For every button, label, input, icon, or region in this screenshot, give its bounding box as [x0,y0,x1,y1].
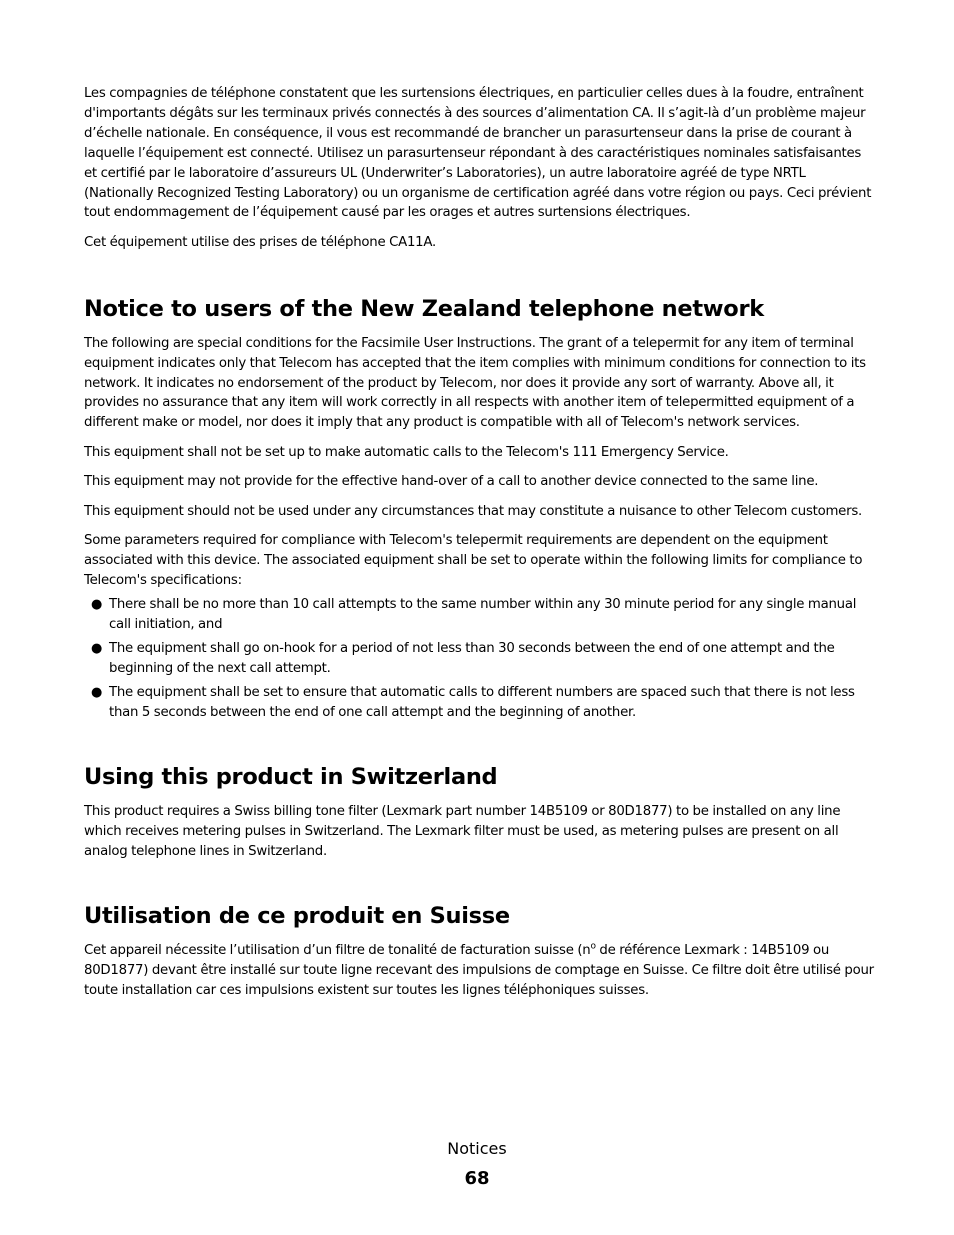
list-item [84,639,874,679]
heading-new-zealand: Notice to users of the New Zealand telephone network [84,295,764,322]
intro-paragraph-surge: Les compagnies de téléphone constatent que les surtensions électriques, en particulier celles dues à la foudre, entraînent d'importants dégâts sur les terminaux privés connectés à des sources d’alimentation CA. Il s’agit-là d’un problème majeur d’échelle nationale. En conséquence, il vous est recommandé de brancher un parasurtenseur dans la prise de courant à laquelle l’équipement est connecté. Utilisez un parasurtenseur répondant à des caractéristiques nominales satisfaisantes et certifié par le laboratoire d’assureurs UL (Underwriter’s Laboratories), un autre laboratoire agréé de type NRTL (Nationally Recognized Testing Laboratory) ou un organisme de certification agréé dans votre région ou pays. Ceci prévient tout endommagement de l’équipement causé par les orages et autres surtensions électriques. [84,86,872,221]
nz-paragraph-emergency: This equipment shall not be set up to make automatic calls to the Telecom's 111 Emergency Service. [84,444,729,460]
ch-paragraph-filter: This product requires a Swiss billing tone filter (Lexmark part number 14B5109 or 80D1877) to be installed on any line which receives metering pulses in Switzerland. The Lexmark filter must be used, as metering pulses are present on all analog telephone lines in Switzerland. [84,804,841,859]
list-item [84,595,874,635]
heading-switzerland-fr: Utilisation de ce produit en Suisse [84,902,510,929]
footer-page-number: 68 [464,1168,490,1189]
intro-paragraph-jacks: Cet équipement utilise des prises de téléphone CA11A. [84,234,436,250]
fr-text-part-2: de référence Lexmark : 14B5109 ou 80D1877) devant être installé sur toute ligne recevant des impulsions de comptage en Suisse. Ce filtre doit être utilisé pour toute installation car ces impulsions existent sur toutes les lignes téléphoniques suisses. [84,942,874,998]
document-page [84,84,874,1010]
footer-section-name: Notices [447,1139,507,1158]
list-item [84,683,874,723]
list-item-text: The equipment shall go on-hook for a period of not less than 30 seconds between the end of one attempt and the beginning of the next call attempt. [109,641,835,676]
fr-text-part-1: Cet appareil nécessite l’utilisation d’un filtre de tonalité de facturation suisse (n [84,942,591,958]
bullet-icon: ● [91,685,103,701]
bullet-icon: ● [91,641,103,657]
nz-paragraph-conditions: The following are special conditions for the Facsimile User Instructions. The grant of a telepermit for any item of terminal equipment indicates only that Telecom has accepted that the item complies with minimum conditions for connection to its network. It indicates no endorsement of the product by Telecom, nor does it provide any sort of warranty. Above all, it provides no assurance that any item will work correctly in all respects with another item of telepermitted equipment of a different make or model, nor does it imply that any product is compatible with all of Telecom's network services. [84,335,866,431]
nz-paragraph-nuisance: This equipment should not be used under any circumstances that may constitute a nuisance to other Telecom customers. [84,503,862,519]
nz-paragraph-parameters: Some parameters required for compliance with Telecom's telepermit requirements are dependent on the equipment associated with this device. The associated equipment shall be set to operate within the following limits for compliance to Telecom's specifications: [84,533,863,588]
heading-switzerland-en: Using this product in Switzerland [84,764,498,791]
nz-paragraph-handover: This equipment may not provide for the effective hand-over of a call to another device connected to the same line. [84,474,819,490]
nz-limits-list [84,595,874,723]
list-item-text: There shall be no more than 10 call attempts to the same number within any 30 minute period for any single manual call initiation, and [109,596,857,632]
fr-paragraph-filter [84,941,874,1001]
bullet-icon: ● [91,596,103,612]
fr-superscript-o: o [590,941,596,952]
list-item-text: The equipment shall be set to ensure that automatic calls to different numbers are spaced such that there is not less than 5 seconds between the end of one call attempt and the beginning of another. [109,685,855,721]
